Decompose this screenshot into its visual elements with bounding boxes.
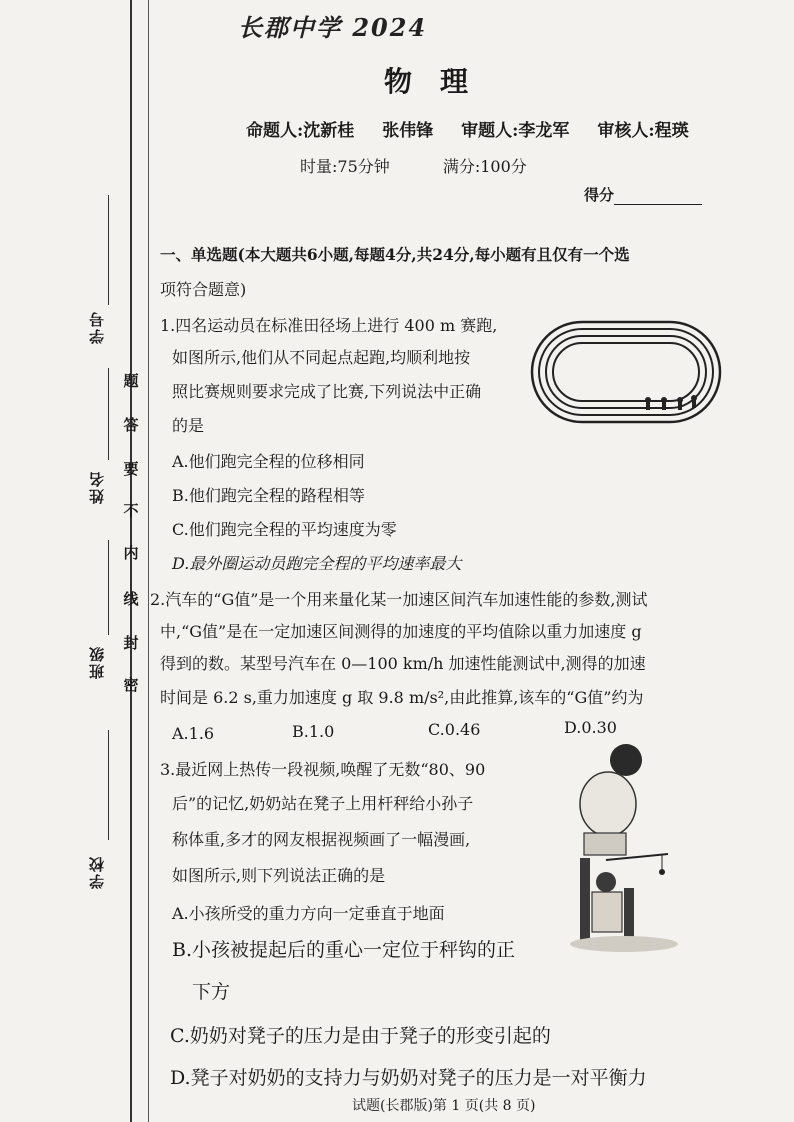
q1-option-c: C.他们跑完全程的平均速度为零	[172, 520, 397, 539]
seal-char: 答	[123, 416, 139, 434]
q3-option-a: A.小孩所受的重力方向一定垂直于地面	[172, 904, 445, 923]
score-field	[584, 184, 702, 205]
class-fill-line	[108, 540, 109, 635]
full-score: 满分:100分	[442, 157, 527, 176]
q2-option-b: B.1.0	[292, 722, 335, 741]
q3-stem: 称体重,多才的网友根据视频画了一幅漫画,	[172, 830, 471, 849]
name-label: 姓名	[88, 470, 106, 504]
seal-char: 不	[123, 502, 139, 520]
q3-stem: 3.最近网上热传一段视频,唤醒了无数“80、90	[160, 760, 486, 779]
class-label: 班级	[88, 645, 106, 679]
q3-stem: 后”的记忆,奶奶站在凳子上用杆秤给小孙子	[172, 794, 474, 813]
exam-meta	[300, 154, 575, 177]
seal-char: 内	[123, 544, 139, 562]
time-limit: 时量:75分钟	[300, 157, 390, 176]
checker-label: 审核人:程瑛	[597, 121, 689, 141]
q1-option-a: A.他们跑完全程的位移相同	[172, 452, 365, 471]
student-no-fill-line	[108, 195, 109, 305]
name-fill-line	[108, 368, 109, 460]
co-author-label: 张伟锋	[382, 121, 434, 141]
author-label: 命题人:沈新桂	[246, 121, 355, 141]
q1-option-b: B.他们跑完全程的路程相等	[172, 486, 365, 505]
q3-stem: 如图所示,则下列说法正确的是	[172, 866, 386, 885]
seal-char: 要	[123, 460, 139, 478]
q2-stem: 中,“G值”是在一定加速区间测得的加速度的平均值除以重力加速度 g	[160, 622, 642, 641]
section-heading: 一、单选题(本大题共6小题,每题4分,共24分,每小题有且仅有一个选	[160, 245, 630, 264]
page-footer: 试题(长郡版)第 1 页(共 8 页)	[352, 1098, 536, 1114]
q2-stem: 2.汽车的“G值”是一个用来量化某一加速区间汽车加速性能的参数,测试	[150, 590, 648, 609]
score-label: 得分	[584, 186, 615, 204]
score-blank[interactable]	[614, 190, 702, 205]
school-stamp: 长郡中学 2024	[238, 13, 428, 42]
q3-option-b: B.小孩被提起后的重心一定位于秤钩的正	[172, 939, 516, 961]
q1-stem: 如图所示,他们从不同起点起跑,均顺利地按	[172, 348, 471, 367]
q2-option-c: C.0.46	[428, 720, 481, 739]
binding-line-inner	[148, 0, 149, 1122]
q2-stem: 得到的数。某型号汽车在 0—100 km/h 加速性能测试中,测得的加速	[160, 654, 646, 673]
section-heading-cont: 项符合题意)	[160, 280, 247, 299]
q3-option-d: D.凳子对奶奶的支持力与奶奶对凳子的压力是一对平衡力	[170, 1067, 647, 1089]
grandma-weighing-child-illustration	[566, 738, 686, 958]
subject-title: 物理	[384, 65, 497, 98]
student-no-label: 学号	[88, 310, 106, 344]
seal-char: 密	[123, 676, 139, 694]
q1-stem: 照比赛规则要求完成了比赛,下列说法中正确	[172, 382, 482, 401]
seal-char: 题	[123, 372, 139, 390]
q1-stem: 的是	[172, 416, 205, 435]
q2-option-a: A.1.6	[172, 724, 215, 743]
staff-row	[246, 116, 711, 141]
school-label: 学校	[88, 855, 106, 889]
seal-char: 线	[123, 590, 139, 608]
q3-option-b-cont: 下方	[192, 981, 231, 1003]
running-track-figure	[528, 318, 724, 426]
school-fill-line	[108, 730, 109, 840]
q3-option-c: C.奶奶对凳子的压力是由于凳子的形变引起的	[170, 1025, 551, 1047]
q1-option-d: D.最外圈运动员跑完全程的平均速率最大	[172, 554, 462, 573]
reviewer-label: 审题人:李龙军	[461, 121, 570, 141]
seal-char: 封	[123, 634, 139, 652]
q2-option-d: D.0.30	[564, 718, 617, 737]
q1-stem: 1.四名运动员在标准田径场上进行 400 m 赛跑,	[160, 316, 498, 335]
q2-stem: 时间是 6.2 s,重力加速度 g 取 9.8 m/s²,由此推算,该车的“G值”约为	[160, 688, 644, 707]
